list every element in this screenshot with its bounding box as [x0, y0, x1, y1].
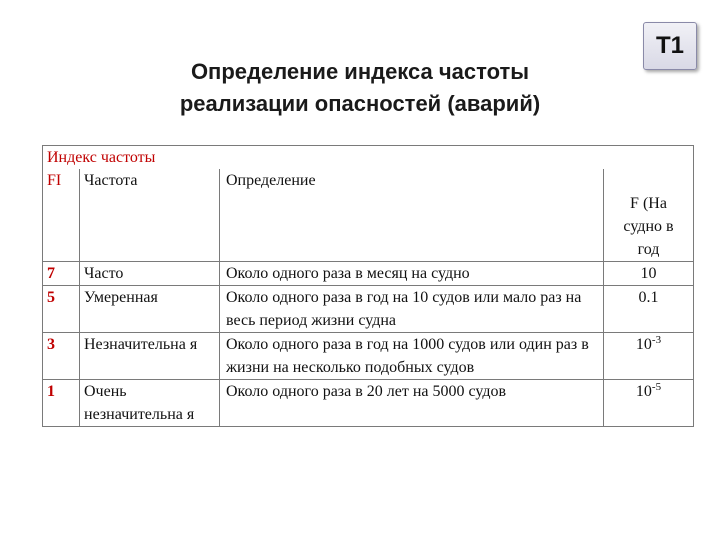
definition-cell: Около одного раза в год на 1000 судов или один раз в жизни на несколько подобных судов	[220, 333, 604, 380]
table-row	[43, 333, 694, 380]
table-row	[43, 380, 694, 427]
frequency-cell: Умеренная	[80, 286, 220, 333]
definition-cell: Около одного раза в год на 10 судов или мало раз на весь период жизни судна	[220, 286, 604, 333]
table-row	[43, 286, 694, 333]
slide-title	[100, 56, 620, 120]
definition-cell: Около одного раза в месяц на судно	[220, 262, 604, 286]
f-cell: $10^{-3}$	[604, 333, 694, 380]
frequency-cell: Очень незначительна я	[80, 380, 220, 427]
fi-cell: 1	[43, 380, 80, 427]
title-line-1: Определение индекса частоты	[190, 59, 530, 84]
slide-badge: Т1	[643, 22, 697, 70]
f-cell: 10	[604, 262, 694, 286]
title-line-2: реализации опасностей (аварий)	[179, 91, 541, 116]
f-cell: 0.1	[604, 286, 694, 333]
f-header: F (На судно в год	[604, 169, 694, 262]
frequency-header: Частота	[80, 169, 220, 262]
fi-cell: 7	[43, 262, 80, 286]
table-row	[43, 262, 694, 286]
index-frequency-header: Индекс частоты	[43, 146, 694, 170]
fi-cell: 3	[43, 333, 80, 380]
definition-cell: Около одного раза в 20 лет на 5000 судов	[220, 380, 604, 427]
definition-header: Определение	[220, 169, 604, 262]
frequency-index-table	[42, 145, 694, 427]
frequency-cell: Часто	[80, 262, 220, 286]
table-header-row-2	[43, 169, 694, 262]
fi-cell: 5	[43, 286, 80, 333]
table-header-row-1	[43, 146, 694, 170]
fi-header: FI	[43, 169, 80, 262]
frequency-cell: Незначительна я	[80, 333, 220, 380]
f-cell: $10^{-5}$	[604, 380, 694, 427]
